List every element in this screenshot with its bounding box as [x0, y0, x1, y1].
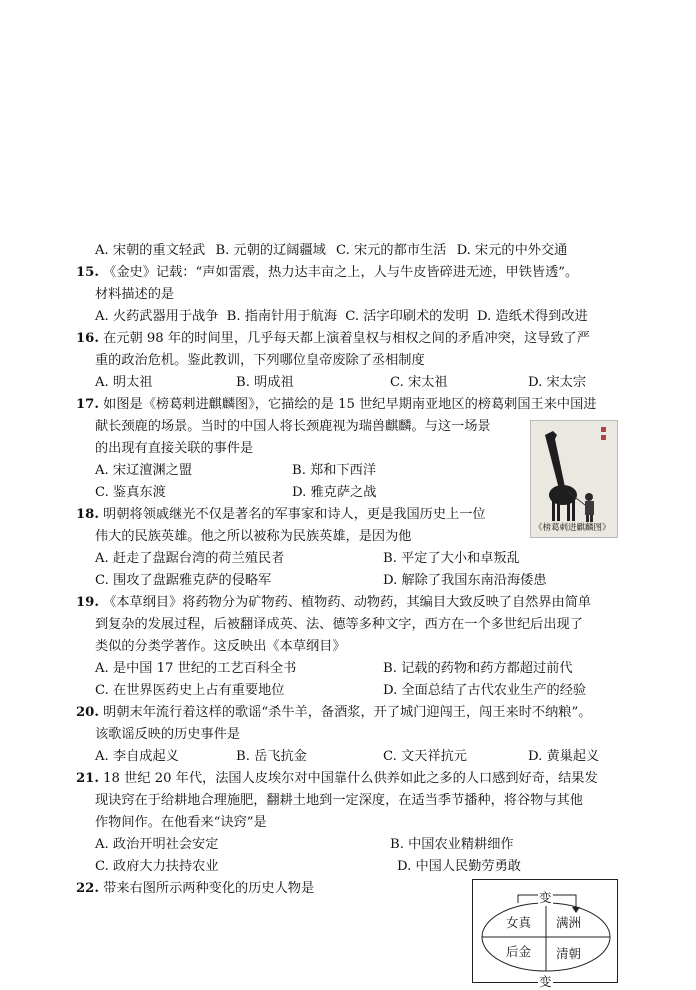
q19-option-d[interactable]: D. 全面总结了古代农业生产的经验	[383, 683, 587, 698]
q16-option-c[interactable]: C. 宋太祖	[390, 375, 448, 390]
q16-number: 16.	[76, 331, 99, 346]
q21-stem-line1	[76, 770, 598, 788]
q17-stem-line1	[76, 396, 596, 414]
q19-text-3: 类似的分类学著作。这反映出《本草纲目》	[95, 639, 346, 654]
q21-text-2: 现诀窍在于给耕地合理施肥，翻耕土地到一定深度，在适当季节播种，将谷物与其他	[95, 793, 583, 808]
q19-text-1: 《本草纲目》将药物分为矿物药、植物药、动物药，其编目大致反映了自然界由简单	[103, 595, 592, 610]
q19-option-a[interactable]: A. 是中国 17 世纪的工艺百科全书	[95, 661, 297, 676]
q14-option-b[interactable]: B. 元朝的辽阔疆域	[215, 243, 326, 258]
q20-stem-line1	[76, 704, 591, 722]
q18-text-1: 明朝将领戚继光不仅是著名的军事家和诗人，更是我国历史上一位	[103, 507, 486, 522]
q20-number: 20.	[76, 705, 99, 720]
q15-stem-line1	[76, 264, 578, 282]
q21-text-1: 18 世纪 20 年代，法国人皮埃尔对中国靠什么供养如此之多的人口感到好奇，结果发	[103, 771, 598, 786]
q18-option-a[interactable]: A. 赶走了盘踞台湾的荷兰殖民者	[95, 551, 285, 566]
q20-option-c[interactable]: C. 文天祥抗元	[383, 749, 467, 764]
q22-text-1: 带来右图所示两种变化的历史人物是	[103, 881, 315, 896]
q15-text-1: 《金史》记载：“声如雷震，热力达丰亩之上，人与牛皮皆碎进无迹，甲铁皆透”。	[103, 265, 579, 280]
q17-option-c[interactable]: C. 鉴真东渡	[95, 485, 166, 500]
q19-stem-line1	[76, 594, 591, 612]
q14-options	[95, 242, 567, 260]
q16-stem-line1	[76, 330, 590, 348]
q18-number: 18.	[76, 507, 99, 522]
q16-text-1: 在元朝 98 年的时间里，几乎每天都上演着皇权与相权之间的矛盾冲突，这导致了严	[103, 331, 590, 346]
q16-option-d[interactable]: D. 宋太宗	[528, 375, 587, 390]
q20-option-d[interactable]: D. 黄巢起义	[528, 749, 600, 764]
q17-option-a[interactable]: A. 宋辽澶渊之盟	[95, 463, 193, 478]
q20-option-a[interactable]: A. 李自成起义	[95, 749, 179, 764]
q18-stem-line1	[76, 506, 486, 524]
q21-text-3: 作物间作。在他看来“诀窍”是	[95, 815, 267, 830]
diagram-cell-nuzhen: 女真	[506, 915, 532, 930]
q15-option-a[interactable]: A. 火药武器用于战争	[95, 309, 219, 324]
q17-text-1: 如图是《榜葛剌进麒麟图》，它描绘的是 15 世纪早期南亚地区的榜葛剌国王来中国进	[103, 397, 597, 412]
q19-number: 19.	[76, 595, 99, 610]
q17-option-b[interactable]: B. 郑和下西洋	[292, 463, 377, 478]
dynasty-change-diagram	[472, 879, 618, 989]
giraffe-illustration	[531, 421, 617, 537]
q19-text-2: 到复杂的发展过程，后被翻译成英、法、德等多种文字，西方在一个多世纪后出现了	[95, 617, 583, 632]
diagram-cell-qingchao: 清朝	[556, 946, 582, 961]
q16-option-b[interactable]: B. 明成祖	[236, 375, 294, 390]
q15-option-b[interactable]: B. 指南针用于航海	[226, 309, 338, 324]
q21-option-d[interactable]: D. 中国人民勤劳勇敢	[397, 859, 521, 874]
diagram-bottom-label: 变	[539, 974, 552, 989]
q15-text-2: 材料描述的是	[95, 287, 175, 302]
diagram-cell-manzhou: 满洲	[556, 915, 582, 930]
q14-option-a[interactable]: A. 宋朝的重文轻武	[95, 243, 206, 258]
q17-text-2: 献长颈鹿的场景。当时的中国人将长颈鹿视为瑞兽麒麟。与这一场景	[95, 419, 491, 434]
q19-option-b[interactable]: B. 记载的药物和药方都超过前代	[383, 661, 573, 676]
q17-text-3: 的出现有直接关联的事件是	[95, 441, 254, 456]
q20-text-2: 该歌谣反映的历史事件是	[95, 727, 241, 742]
q21-number: 21.	[76, 771, 99, 786]
q14-option-c[interactable]: C. 宋元的都市生活	[336, 243, 447, 258]
giraffe-caption: 《榜葛剌进麒麟图》	[534, 523, 611, 533]
q15-option-c[interactable]: C. 活字印刷术的发明	[345, 309, 469, 324]
diagram-cell-houjin: 后金	[506, 944, 532, 959]
q15-options	[95, 308, 588, 326]
q14-option-d[interactable]: D. 宋元的中外交通	[456, 243, 568, 258]
q20-text-1: 明朝末年流行着这样的歌谣“杀牛羊，备酒浆，开了城门迎闯王，闯王来时不纳粮”。	[103, 705, 592, 720]
q18-option-d[interactable]: D. 解除了我国东南沿海倭患	[383, 573, 547, 588]
q18-option-b[interactable]: B. 平定了大小和卓叛乱	[383, 551, 520, 566]
q17-number: 17.	[76, 397, 99, 412]
q18-text-2: 伟大的民族英雄。他之所以被称为民族英雄，是因为他	[95, 529, 412, 544]
q22-stem-line1	[76, 880, 314, 898]
q17-option-d[interactable]: D. 雅克萨之战	[292, 485, 377, 500]
q16-text-2: 重的政治危机。鉴此教训，下列哪位皇帝废除了丞相制度	[95, 353, 425, 368]
q19-option-c[interactable]: C. 在世界医药史上占有重要地位	[95, 683, 285, 698]
q15-option-d[interactable]: D. 造纸术得到改进	[476, 309, 588, 324]
q22-number: 22.	[76, 881, 99, 896]
q21-option-b[interactable]: B. 中国农业精耕细作	[390, 837, 514, 852]
q15-number: 15.	[76, 265, 99, 280]
q16-option-a[interactable]: A. 明太祖	[95, 375, 153, 390]
q18-option-c[interactable]: C. 围攻了盘踞雅克萨的侵略军	[95, 573, 272, 588]
q20-option-b[interactable]: B. 岳飞抗金	[236, 749, 307, 764]
q21-option-c[interactable]: C. 政府大力扶持农业	[95, 859, 219, 874]
q21-option-a[interactable]: A. 政治开明社会安定	[95, 837, 219, 852]
diagram-top-label: 变	[539, 890, 552, 905]
